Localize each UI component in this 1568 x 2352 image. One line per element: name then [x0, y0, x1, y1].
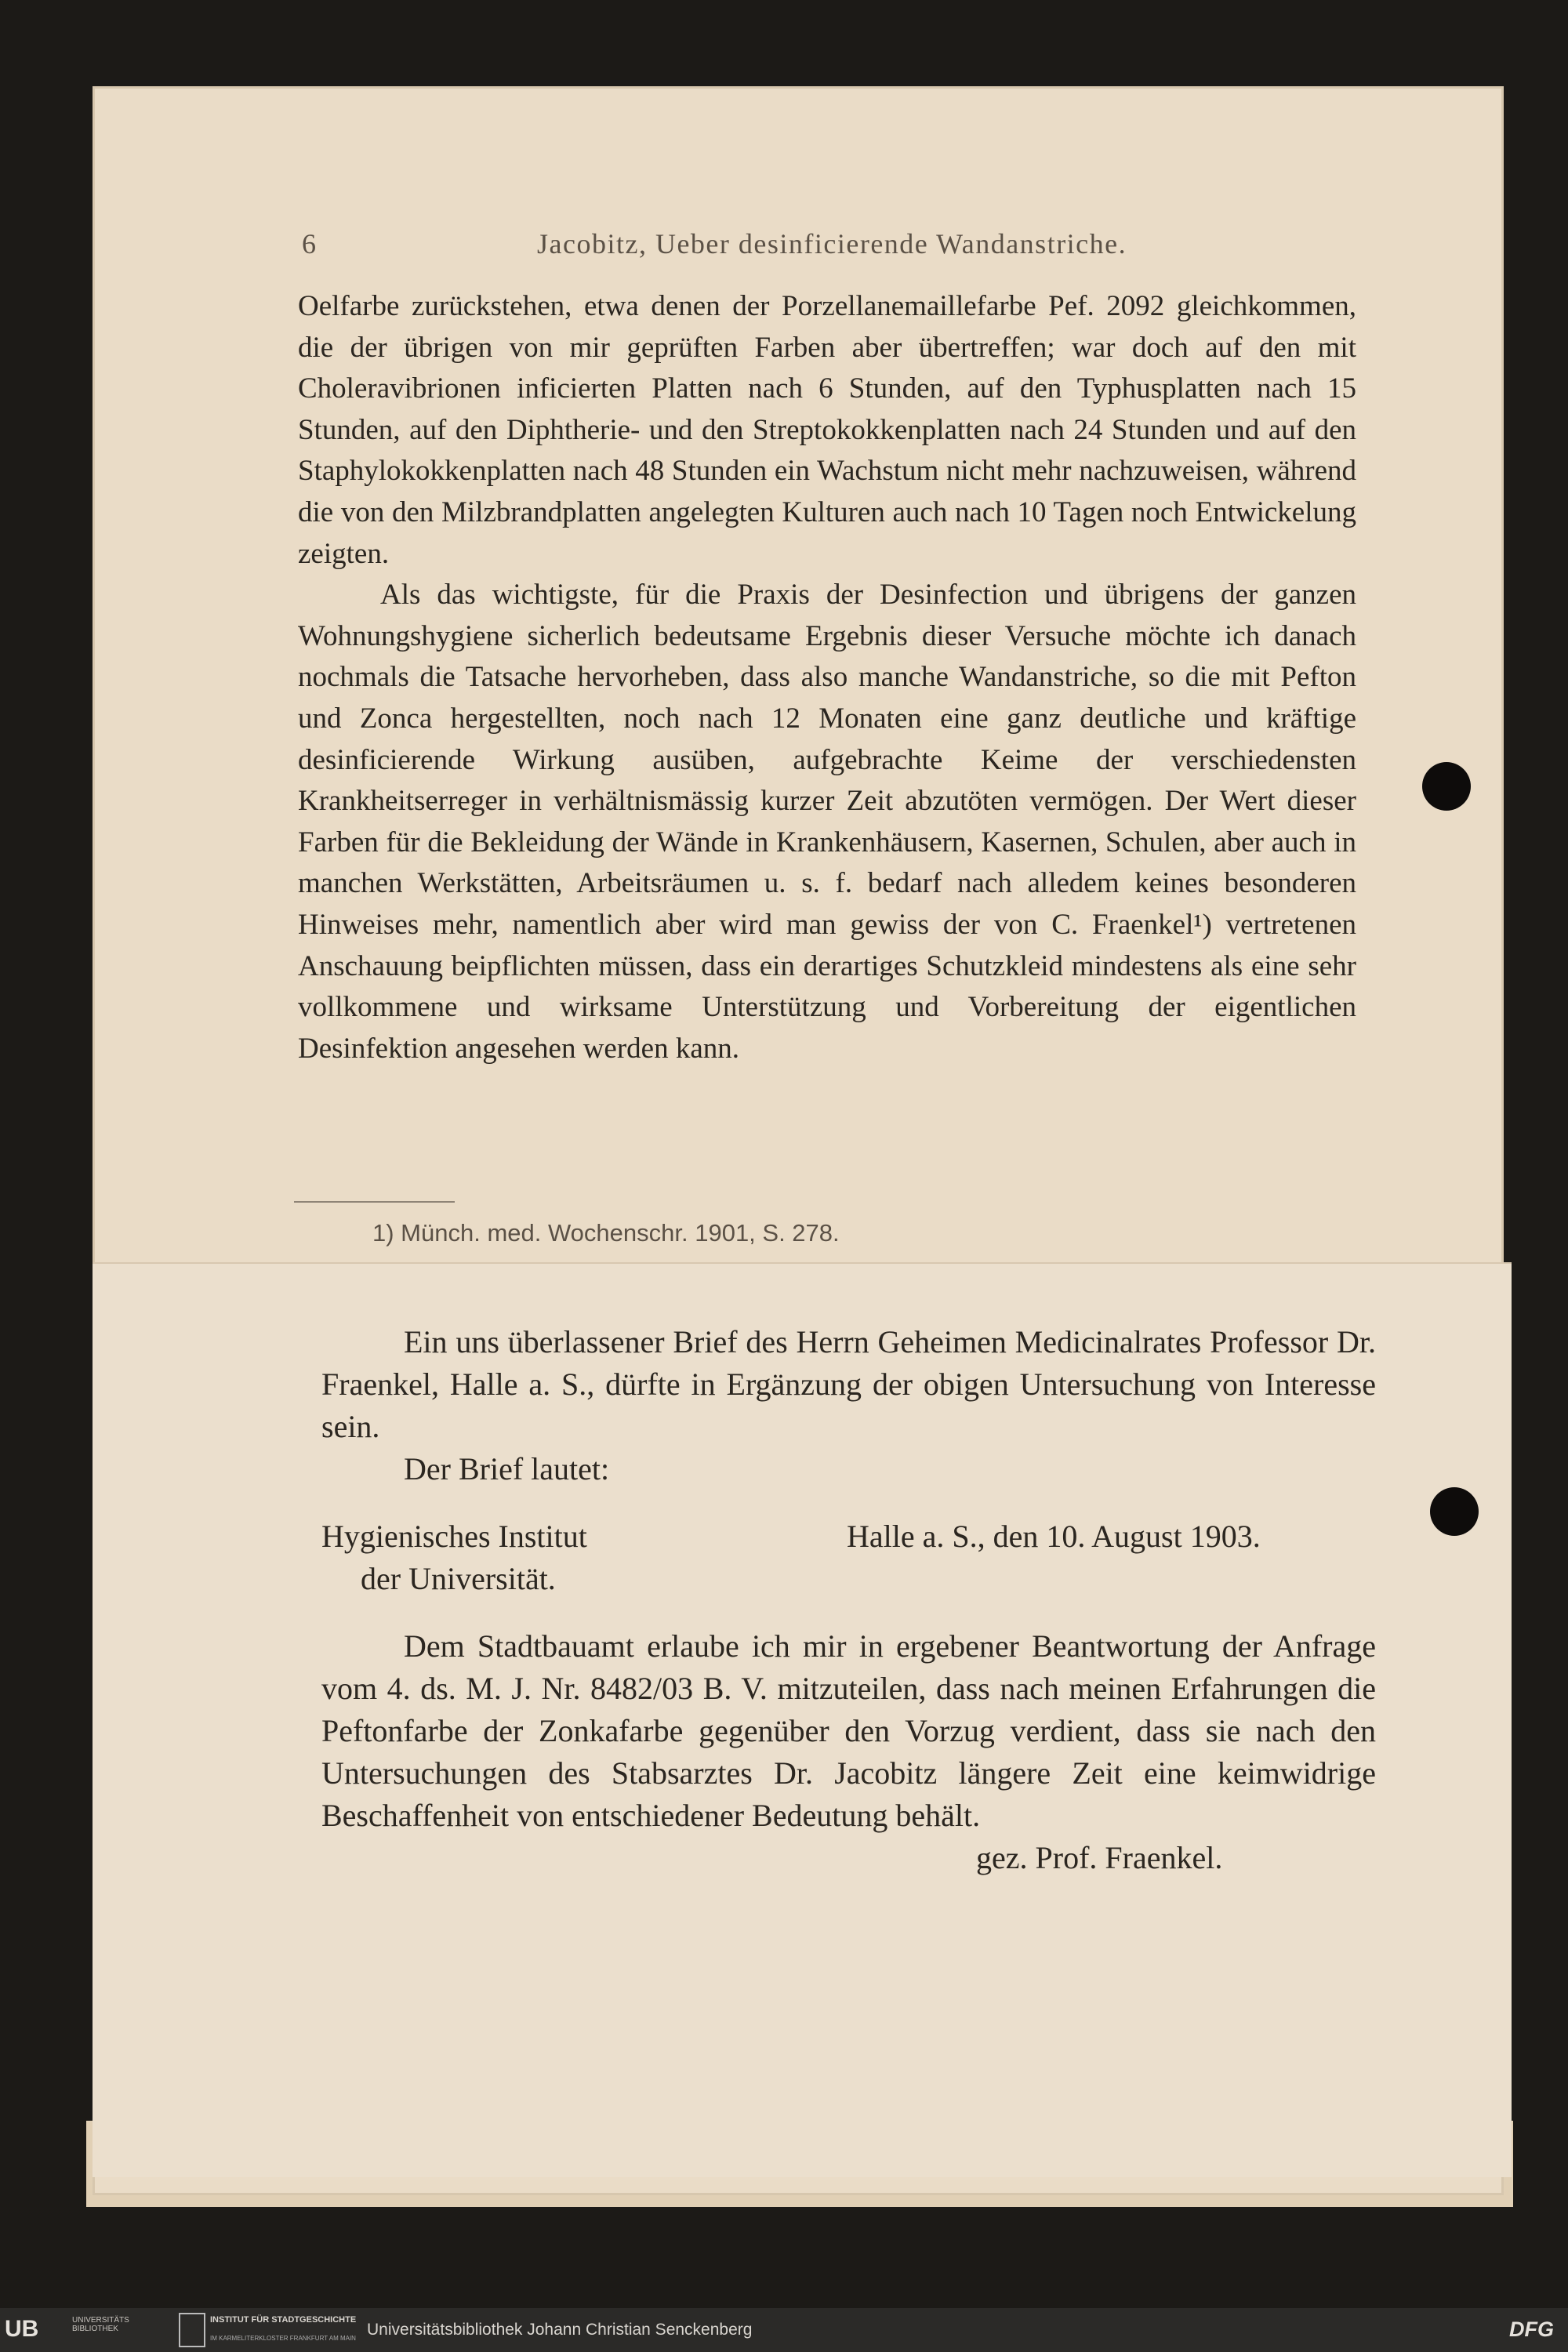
letter-section: [321, 1321, 1376, 1884]
running-title: Jacobitz, Ueber desinficierende Wandanstriche.: [537, 228, 1127, 260]
letter-intro: Ein uns überlassener Brief des Herrn Geheimen Medicinalrates Professor Dr. Fraenkel, Halle a. S., dürfte in Ergänzung der obigen Untersuchung von Interesse sein.: [321, 1324, 1376, 1444]
page-header: [302, 227, 1352, 274]
institute-logo-icon: [179, 2313, 205, 2347]
institute-name: Hygienisches Institut: [321, 1519, 587, 1554]
ub-logo-subtitle: UNIVERSITÄTS BIBLIOTHEK: [72, 2316, 129, 2333]
letter-lead: Der Brief lautet:: [404, 1451, 610, 1486]
letter-signature: gez. Prof. Fraenkel.: [976, 1840, 1223, 1875]
footnote: 1) Münch. med. Wochenschr. 1901, S. 278.: [372, 1219, 840, 1247]
footnote-rule: [294, 1201, 455, 1203]
institute-logo-subtitle: IM KARMELITERKLOSTER FRANKFURT AM MAIN: [210, 2335, 356, 2342]
dfg-logo: DFG: [1509, 2318, 1554, 2341]
place-date: Halle a. S., den 10. August 1903.: [847, 1519, 1261, 1554]
footer-bar: [0, 2308, 1568, 2352]
page-number: 6: [302, 228, 317, 260]
article-body: [298, 286, 1356, 1069]
letter-text: Dem Stadtbauamt erlaube ich mir in ergebener Beantwortung der Anfrage vom 4. ds. M. J. Nr. 8482/03 B. V. mitzuteilen, dass nach meinen Erfahrungen die Peftonfarbe der Zonkafarbe gegenüber den Vorzug verdient, dass sie nach den Untersuchungen des Stabsarztes Dr. Jacobitz längere Zeit eine keimwidrige Beschaffenheit von entschiedener Bedeutung behält.: [321, 1628, 1376, 1833]
letter-address-block: [321, 1515, 1376, 1600]
library-name: Universitätsbibliothek Johann Christian Senckenberg: [367, 2321, 753, 2339]
ub-logo: UB: [5, 2316, 39, 2342]
paragraph-1: Oelfarbe zurückstehen, etwa denen der Porzellanemaillefarbe Pef. 2092 gleichkommen, die der übrigen von mir geprüften Farben aber übertreffen; war doch auf den mit Choleravibrionen inficierten Platten nach 6 Stunden, auf den Typhusplatten nach 15 Stunden, auf den Diphtherie- und den Streptokokkenplatten nach 24 Stunden und auf den Staphylokokkenplatten nach 48 Stunden ein Wachstum nicht mehr nachzuweisen, während die von den Milzbrandplatten angelegten Kulturen auch nach 10 Tagen noch Entwickelung zeigten.: [298, 290, 1356, 570]
paragraph-2: Als das wichtigste, für die Praxis der Desinfection und übrigens der ganzen Wohnungshygiene sicherlich bedeutsame Ergebnis dieser Versuche möchte ich danach nochmals die Tatsache hervorheben, dass also manche Wandanstriche, so die mit Pefton und Zonca hergestellten, noch nach 12 Monaten eine ganz deutliche und kräftige desinficierende Wirkung ausüben, aufgebrachte Keime der verschiedensten Krankheitserreger in verhältnismässig kurzer Zeit abzutöten vermögen. Der Wert dieser Farben für die Bekleidung der Wände in Krankenhäusern, Kasernen, Schulen, aber auch in manchen Werkstätten, Arbeitsräumen u. s. f. bedarf nach alledem keines besonderen Hinweises mehr, namentlich aber wird man gewiss der von C. Fraenkel¹) vertretenen Anschauung beipflichten müssen, dass ein derartiges Schutzkleid mindestens als eine sehr vollkommene und wirksame Unterstützung und Vorbereitung der eigentlichen Desinfektion angesehen werden kann.: [298, 579, 1356, 1065]
institute-university: der Universität.: [361, 1561, 556, 1596]
punch-hole: [1422, 762, 1471, 811]
institute-logo-name: INSTITUT FÜR STADTGESCHICHTE: [210, 2315, 357, 2325]
punch-hole: [1430, 1487, 1479, 1536]
